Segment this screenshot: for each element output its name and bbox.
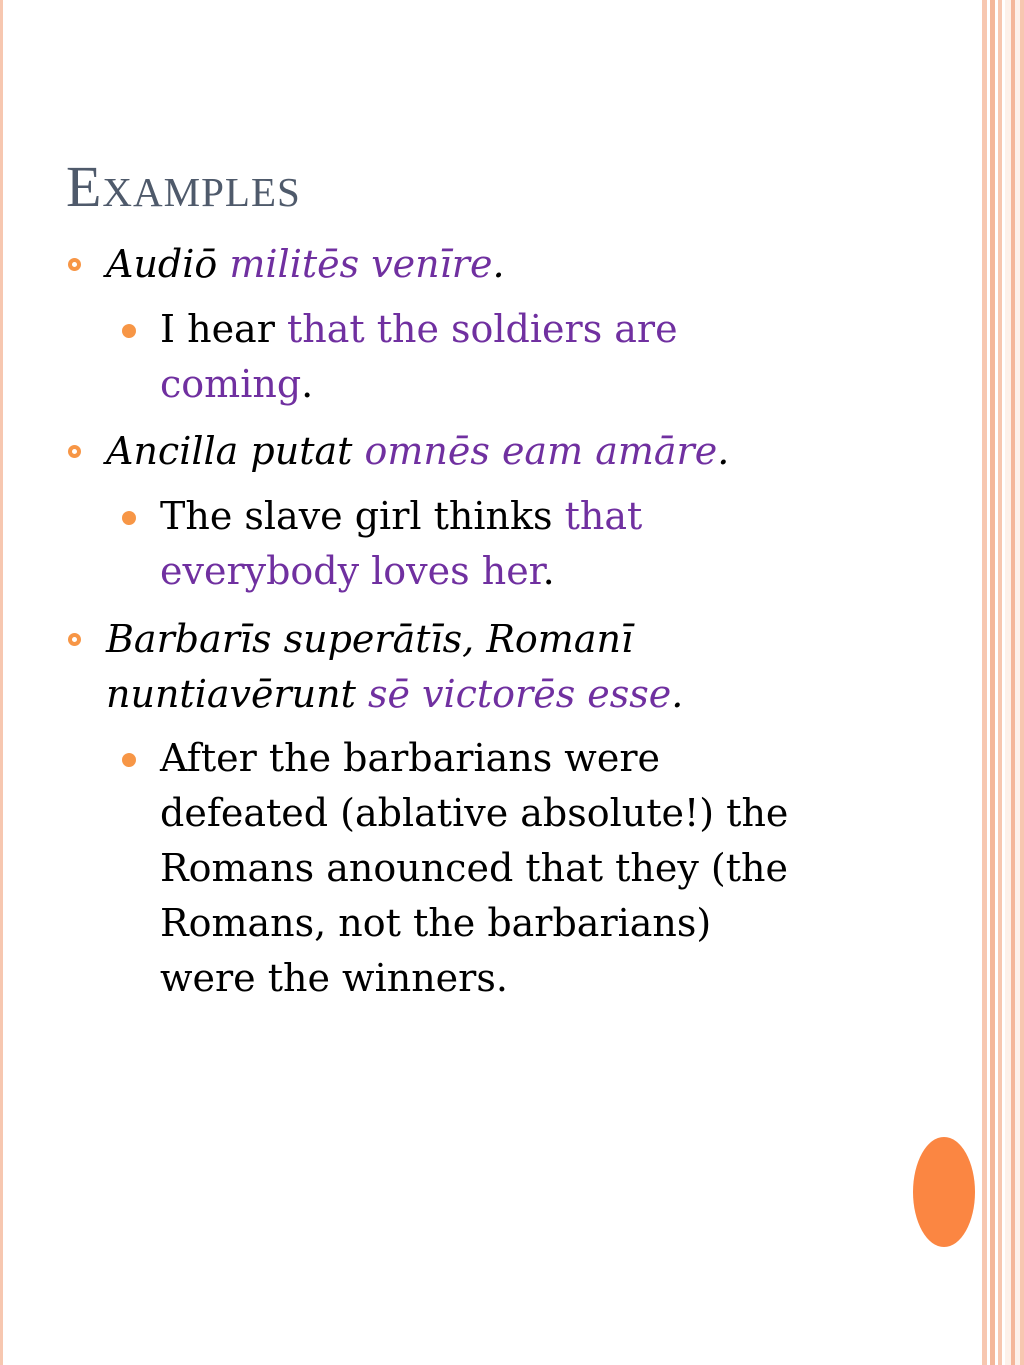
slide-title: Examples (66, 154, 301, 219)
latin-highlight: militēs venīre (229, 242, 493, 286)
ring-bullet-icon (68, 445, 81, 458)
latin-text: Audiō (106, 242, 218, 286)
latin-period: . (717, 429, 730, 473)
latin-text-line1: Barbarīs superātīs, Romanī (106, 617, 634, 661)
latin-period: . (492, 242, 505, 286)
translation-line: After the barbarians were (160, 736, 660, 780)
right-border-stripe (982, 0, 987, 1365)
translation-period: . (301, 362, 314, 406)
latin-highlight: omnēs eam amāre (364, 429, 718, 473)
ring-bullet-icon (68, 633, 81, 646)
latin-example-2 (106, 424, 866, 479)
translation-highlight: that the soldiers are coming (160, 307, 678, 406)
right-border-stripe (998, 0, 1002, 1365)
translation-1 (160, 302, 760, 412)
right-border-stripe (1020, 0, 1024, 1365)
left-border-line (0, 0, 3, 1365)
translation-highlight: that everybody loves her (160, 494, 643, 593)
dot-bullet-icon (122, 511, 136, 525)
translation-text: I hear (160, 307, 275, 351)
translation-period: . (542, 549, 555, 593)
latin-example-1 (106, 237, 746, 292)
translation-3 (160, 731, 900, 1006)
latin-text: Ancilla putat (106, 429, 353, 473)
latin-period: . (671, 672, 684, 716)
translation-2 (160, 489, 740, 599)
latin-highlight: sē victorēs esse (367, 672, 672, 716)
translation-line: Romans anounced that they (the (160, 846, 788, 890)
translation-line: Romans, not the barbarians) (160, 901, 712, 945)
ring-bullet-icon (68, 258, 81, 271)
right-border-stripe (990, 0, 995, 1365)
accent-oval-decoration (913, 1137, 975, 1247)
translation-text: The slave girl thinks (160, 494, 553, 538)
translation-line: were the winners. (160, 956, 508, 1000)
translation-line: defeated (ablative absolute!) the (160, 791, 789, 835)
right-border-stripe (1011, 0, 1015, 1365)
latin-text-line2: nuntiavērunt (106, 672, 356, 716)
dot-bullet-icon (122, 753, 136, 767)
dot-bullet-icon (122, 324, 136, 338)
latin-example-3 (106, 612, 806, 722)
